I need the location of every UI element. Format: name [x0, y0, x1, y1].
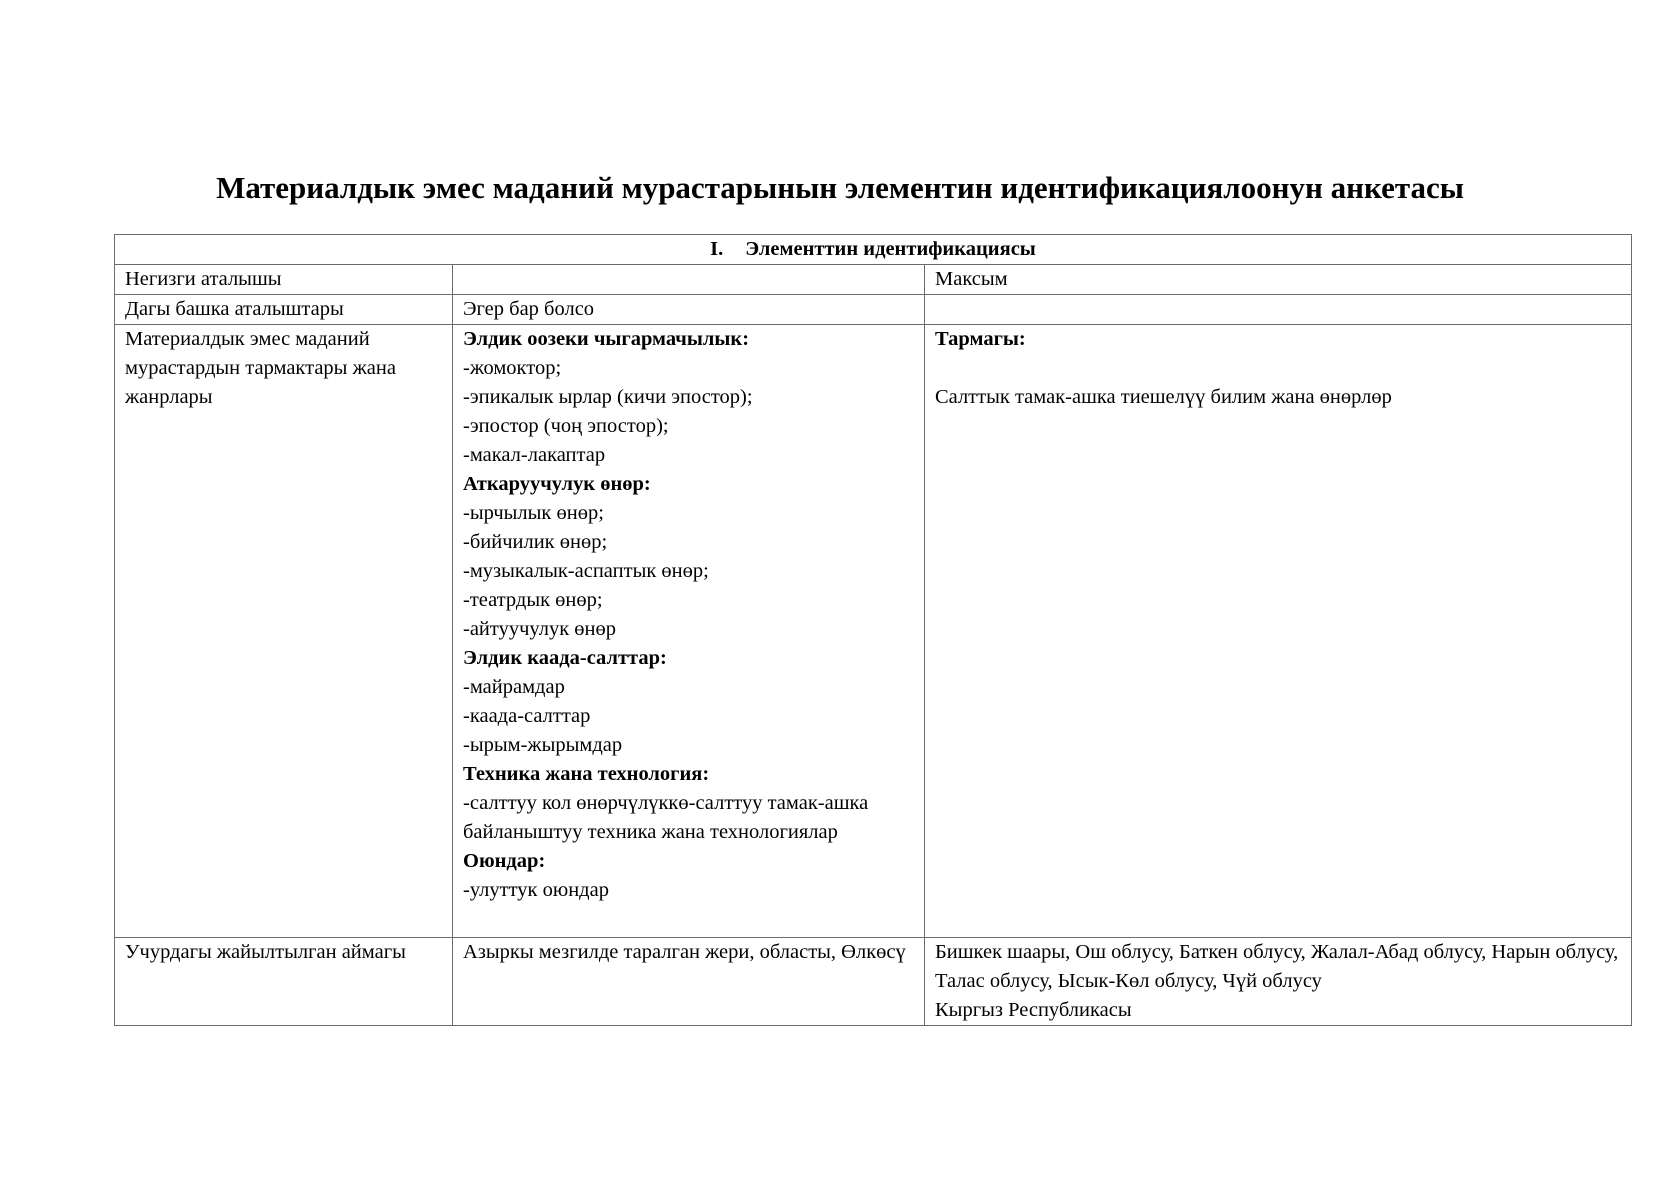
identification-table	[114, 234, 1632, 1026]
region-value-line: Кыргыз Республикасы	[935, 999, 1132, 1021]
section-header	[115, 235, 1632, 265]
genre-group-heading: Техника жана технология:	[463, 763, 710, 785]
branch-value: Салттык тамак-ашка тиешелүү билим жана өнөрлөр	[935, 386, 1392, 408]
genre-item: -музыкалык-аспаптык өнөр;	[463, 560, 709, 582]
table-row	[115, 265, 1632, 295]
document-title: Материалдык эмес маданий мурастарынын элементин идентификациялоонун анкетасы	[216, 170, 1464, 205]
genre-group-heading: Оюндар:	[463, 850, 546, 872]
section-label: Элементтин идентификациясы	[745, 238, 1036, 260]
row-value	[925, 325, 1632, 938]
row-value: Максым	[925, 265, 1632, 295]
row-label: Учурдагы жайылтылган аймагы	[115, 938, 453, 1026]
row-label: Материалдык эмес маданий мурастардын тармактары жана жанрлары	[115, 325, 453, 938]
row-label: Дагы башка аталыштары	[115, 295, 453, 325]
genre-item: -ырчылык өнөр;	[463, 502, 604, 524]
branch-heading: Тармагы:	[935, 328, 1026, 350]
genre-group-heading: Элдик оозеки чыгармачылык:	[463, 328, 750, 350]
spacer	[935, 354, 1621, 383]
genre-item: -улуттук оюндар	[463, 879, 609, 901]
genre-item: -бийчилик өнөр;	[463, 531, 608, 553]
genre-item: -каада-салттар	[463, 705, 591, 727]
row-label: Негизги аталышы	[115, 265, 453, 295]
genre-item: -майрамдар	[463, 676, 565, 698]
row-value	[925, 295, 1632, 325]
genre-item: -театрдык өнөр;	[463, 589, 603, 611]
genre-item: -салттуу кол өнөрчүлүккө-салттуу тамак-ашка байланыштуу техника жана технологиялар	[463, 792, 869, 843]
section-number: I.	[710, 238, 724, 260]
row-hint: Эгер бар болсо	[453, 295, 925, 325]
table-row	[115, 325, 1632, 938]
row-hint: Азыркы мезгилде таралган жери, областы, Өлкөсү	[453, 938, 925, 1026]
genre-item: -эпостор (чоң эпостор);	[463, 415, 669, 437]
genre-group-heading: Элдик каада-салттар:	[463, 647, 667, 669]
row-hint	[453, 265, 925, 295]
table-row	[115, 295, 1632, 325]
genre-item: -макал-лакаптар	[463, 444, 606, 466]
genre-item: -ырым-жырымдар	[463, 734, 623, 756]
row-value	[925, 938, 1632, 1026]
genre-item: -жомоктор;	[463, 357, 562, 379]
genre-group-heading: Аткаруучулук өнөр:	[463, 473, 651, 495]
genre-item: -эпикалык ырлар (кичи эпостор);	[463, 386, 753, 408]
genre-list	[453, 325, 925, 938]
section-header-row	[115, 235, 1632, 265]
region-value-line: Бишкек шаары, Ош облусу, Баткен облусу, Жалал-Абад облусу, Нарын облусу, Талас облусу, Ысык-Көл облусу, Чүй облусу	[935, 941, 1619, 992]
table-row	[115, 938, 1632, 1026]
genre-item: -айтуучулук өнөр	[463, 618, 617, 640]
